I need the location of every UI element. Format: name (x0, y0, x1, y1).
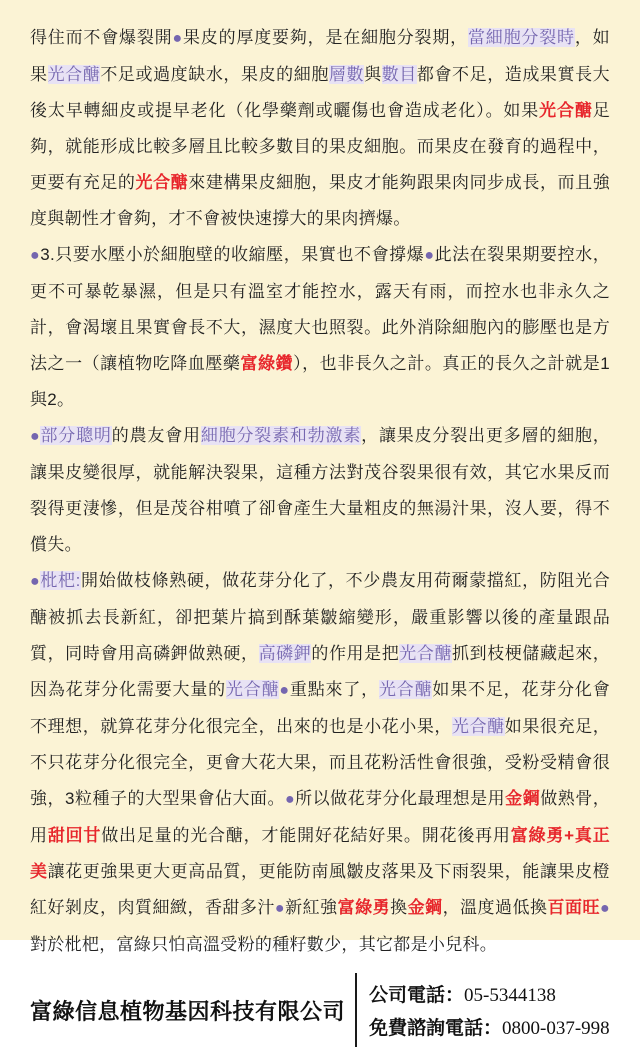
text-run-plain: 新紅強 (285, 898, 338, 917)
contact-info (369, 971, 610, 1049)
paragraph (30, 20, 610, 237)
text-run-red: 甜回甘 (47, 826, 102, 845)
text-run-plain: 都會不足，造成果實長大後太早轉細皮或提早老化（化學藥劑或曬傷也會造成老化）。如果 (30, 65, 610, 120)
text-run-plain: ），也非長久之計。真正的長久之計就是1與2。 (30, 354, 611, 409)
text-run-purple-hl: 高磷鉀 (258, 644, 312, 663)
bullet-icon: ● (279, 682, 290, 699)
text-run-red: 光合醣 (135, 173, 189, 192)
bullet-icon: ● (172, 30, 183, 47)
bullet-icon: ● (30, 428, 41, 445)
text-run-plain: 足夠，就能形成比較多層且比較多數目的果皮細胞。而果皮在發育的過程中，更要有充足的 (30, 101, 611, 192)
bullet-icon: ● (424, 247, 435, 264)
text-run-purple-hl: 光合醣 (378, 680, 433, 699)
hotline-number: 0800-037-998 (502, 1018, 610, 1039)
text-run-plain: 的農友會用 (111, 426, 201, 445)
text-run-plain: 的作用是把 (311, 644, 400, 663)
text-run-purple-hl: 層數 (328, 65, 365, 84)
text-run-plain: 如果不足，花芽分化會不理想，就算花芽分化很完全，出來的也是小花小果， (30, 680, 611, 736)
company-phone-number: 05-5344138 (464, 985, 556, 1006)
text-run-plain: ，如果 (30, 28, 610, 84)
text-run-plain: 來建構果皮細胞，果皮才能夠跟果肉同步成長，而且強度與韌性才會夠，才不會被快速撐大的果肉擠爆。 (30, 173, 611, 228)
company-name: 富綠信息植物基因科技有限公司 (30, 998, 346, 1024)
text-run-red: 富綠勇 (337, 898, 391, 917)
bullet-icon: ● (30, 247, 41, 264)
bullet-icon: ● (284, 791, 296, 808)
hotline-phone-line (369, 1013, 610, 1040)
text-run-red: 富綠鑽 (240, 354, 294, 373)
paragraph (30, 563, 610, 963)
text-run-purple-hl: 光合醣 (225, 680, 280, 699)
text-run-red: 金鋼 (505, 789, 541, 808)
text-run-plain: 換 (390, 898, 408, 917)
text-run-red: 光合醣 (539, 101, 593, 120)
text-run-plain: 讓花更強果更大更高品質，更能防南風皺皮落果及下雨裂果，能讓果皮橙紅好剝皮，肉質細緻，香甜多汁 (30, 862, 610, 917)
company-phone-line (369, 980, 610, 1007)
footer-divider (355, 973, 357, 1047)
bullet-icon: ● (30, 573, 41, 590)
text-run-plain: 此法在裂果期要控水，更不可暴乾暴濕，但是只有溫室才能控水，露天有雨，而控水也非永久之計，會渴壞且果實會長不大，濕度大也照裂。此外消除細胞內的膨壓也是方法之一（讓植物吃降血壓藥 (30, 245, 611, 373)
text-run-plain: 得住而不會爆裂開 (30, 28, 173, 47)
footer (30, 971, 610, 1049)
text-run-plain: 果皮的厚度要夠，是在細胞分裂期， (182, 28, 468, 47)
text-run-purple-hl: 細胞分裂素和勃激素 (200, 426, 362, 445)
text-run-plain: 做出足量的光合醣，才能開好花結好果。開花後再用 (101, 826, 511, 845)
text-run-plain: ，溫度過低換 (442, 898, 548, 917)
bullet-icon: ● (274, 900, 286, 917)
article-body (30, 20, 610, 963)
text-run-red: 金鋼 (407, 898, 443, 917)
text-run-purple-hl: 光合醣 (452, 717, 505, 736)
bullet-icon: ● (600, 900, 610, 917)
text-run-purple-hl: 數目 (381, 65, 417, 84)
text-run-plain: 開始做枝條熟硬，做花芽分化了，不少農友用荷爾蒙擋紅，防阻光合醣被抓去長新紅，卻把葉片搞到酥葉皺縮變形，嚴重影響以後的產量跟品質，同時會用高磷鉀做熟硬， (30, 571, 611, 663)
text-run-purple-hl: 光合醣 (399, 644, 453, 663)
text-run-plain: 抓到枝梗儲藏起來，因為花芽分化需要大量的 (30, 644, 611, 699)
text-run-plain: 對於枇杷，富綠只怕高溫受粉的種籽數少，其它都是小兒科。 (30, 935, 498, 954)
text-run-plain: 重點來了， (289, 680, 379, 699)
text-run-plain: 與 (364, 65, 382, 84)
text-run-plain: 所以做花芽分化最理想是用 (295, 789, 506, 808)
hotline-label: 免費諮詢電話： (369, 1018, 503, 1039)
text-run-plain: ，讓果皮分裂出更多層的細胞，讓果皮變很厚，就能解決裂果，這種方法對茂谷裂果很有效，其它水果反而裂得更淒慘，但是茂谷柑噴了卻會產生大量粗皮的無湯汁果，沒人要，得不償失。 (30, 426, 611, 554)
text-run-purple-hl: 光合醣 (47, 65, 101, 84)
text-run-purple-hl: 部分聰明 (40, 426, 112, 445)
text-run-plain: 3.只要水壓小於細胞壁的收縮壓，果實也不會撐爆 (40, 245, 425, 264)
text-run-red: 富綠勇+真正美 (30, 826, 610, 881)
text-run-red: 百面旺 (547, 898, 601, 917)
paragraph (30, 237, 610, 418)
text-run-purple-hl: 當細胞分裂時 (467, 28, 575, 47)
text-run-plain: 不足或過度缺水，果皮的細胞 (100, 65, 329, 84)
text-run-plain: 如果很充足，不只花芽分化很完全，更會大花大果，而且花粉活性會很強，受粉受精會很強，3粒種子的大型果會佔大面。 (30, 717, 610, 808)
paragraph (30, 418, 610, 563)
text-run-purple-hl: 枇杷: (40, 571, 81, 590)
company-phone-label: 公司電話： (369, 985, 465, 1006)
text-run-plain: 做熟骨，用 (30, 789, 610, 845)
